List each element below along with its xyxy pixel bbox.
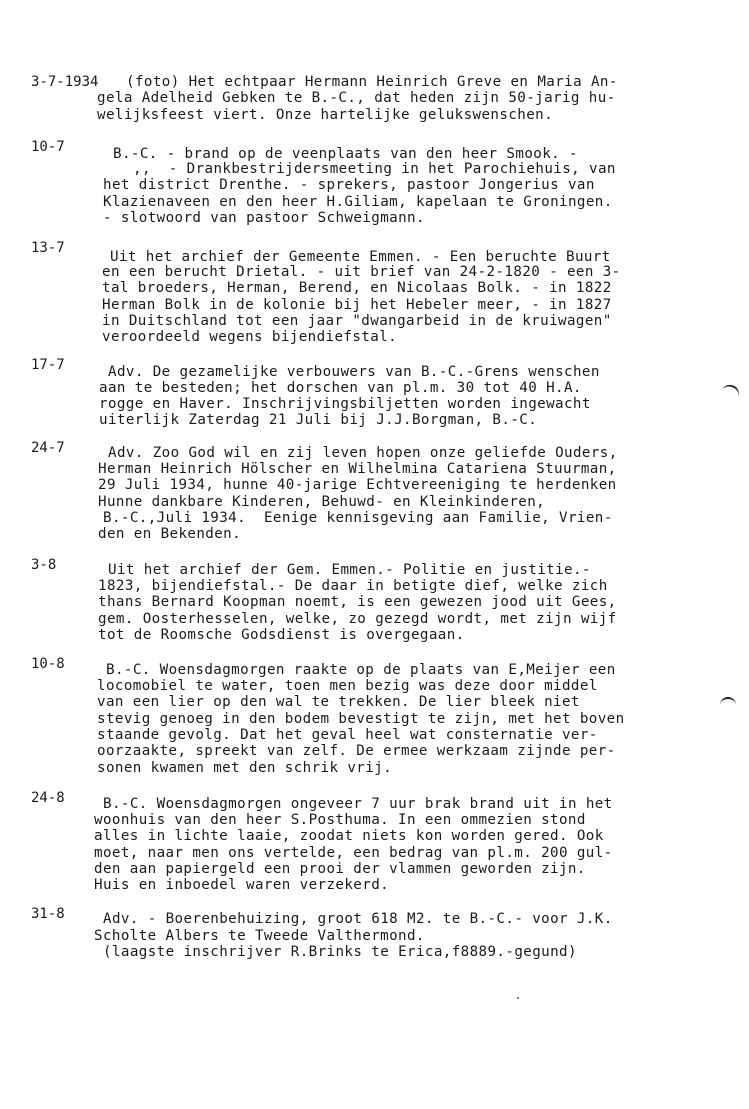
- entry-line: uiterlijk Zaterdag 21 Juli bij J.J.Borgman, B.-C.: [99, 412, 538, 428]
- entry-line: ,, - Drankbestrijdersmeeting in het Parochiehuis, van: [133, 161, 616, 177]
- entry-line: Uit het archief der Gem. Emmen.- Politie en justitie.-: [108, 562, 591, 578]
- entry-date: 3-7-1934: [31, 74, 99, 90]
- entry-line: den en Bekenden.: [98, 526, 242, 542]
- entry-date: 24-7: [31, 440, 65, 456]
- entry-line: Uit het archief der Gemeente Emmen. - Een beruchte Buurt: [110, 249, 611, 265]
- entry-line: locomobiel te water, toen men bezig was deze door middel: [97, 678, 598, 694]
- entry-date: 10-7: [31, 139, 65, 155]
- entry-line: woonhuis van den heer S.Posthuma. In een ommezien stond: [94, 812, 586, 828]
- entry-line: Adv. - Boerenbehuizing, groot 618 M2. te B.-C.- voor J.K.: [103, 911, 613, 927]
- entry-line: het district Drenthe. - sprekers, pastoor Jongerius van: [103, 177, 595, 193]
- entry-date: 13-7: [31, 240, 65, 256]
- entry-line: Klazienaveen en den heer H.Giliam, kapelaan te Groningen.: [103, 194, 613, 210]
- entry-line: 1823, bijendiefstal.- De daar in betigte dief, welke zich: [98, 578, 608, 594]
- entry-date: 17-7: [31, 357, 65, 373]
- entry-line: aan te besteden; het dorschen van pl.m. 30 tot 40 H.A.: [99, 380, 582, 396]
- entry-date: 3-8: [31, 557, 57, 573]
- margin-mark: [720, 697, 736, 709]
- entry-line: Adv. De gezamelijke verbouwers van B.-C.-Grens wenschen: [108, 364, 600, 380]
- scan-speck: [517, 997, 519, 999]
- entry-line: Herman Bolk in de kolonie bij het Hebeler meer, - in 1827: [102, 297, 612, 313]
- entry-line: moet, naar men ons vertelde, een bedrag van pl.m. 200 gul-: [94, 845, 613, 861]
- entry-line: B.-C.,Juli 1934. Eenige kennisgeving aan Familie, Vrien-: [103, 510, 613, 526]
- entry-line: Hunne dankbare Kinderen, Behuwd- en Kleinkinderen,: [98, 494, 546, 510]
- entry-line: B.-C. Woensdagmorgen ongeveer 7 uur brak brand uit in het: [103, 796, 613, 812]
- entry-line: thans Bernard Koopman noemt, is een gewezen jood uit Gees,: [98, 594, 617, 610]
- margin-mark: [720, 382, 741, 399]
- entry-line: stevig genoeg in den bodem bevestigt te zijn, met het boven: [97, 711, 625, 727]
- entry-line: tal broeders, Herman, Berend, en Nicolaas Bolk. - in 1822: [102, 280, 612, 296]
- entry-line: B.-C. - brand op de veenplaats van den heer Smook. -: [113, 146, 578, 162]
- entry-date: 24-8: [31, 790, 65, 806]
- entry-line: gela Adelheid Gebken te B.-C., dat heden zijn 50-jarig hu-: [97, 90, 616, 106]
- entry-line: sonen kwamen met den schrik vrij.: [97, 760, 393, 776]
- entry-line: den aan papiergeld een prooi der vlammen geworden zijn.: [94, 861, 586, 877]
- entry-line: (foto) Het echtpaar Hermann Heinrich Greve en Maria An-: [126, 74, 618, 90]
- entry-line: oorzaakte, spreekt van zelf. De ermee werkzaam zijnde per-: [97, 743, 616, 759]
- entry-line: - slotwoord van pastoor Schweigmann.: [103, 210, 425, 226]
- entry-line: en een berucht Drietal. - uit brief van 24-2-1820 - een 3-: [102, 264, 621, 280]
- entry-line: (laagste inschrijver R.Brinks te Erica,f8889.-gegund): [103, 944, 577, 960]
- entry-line: Huis en inboedel waren verzekerd.: [94, 877, 390, 893]
- entry-line: van een lier op den wal te trekken. De lier bleek niet: [97, 694, 580, 710]
- entry-line: welijksfeest viert. Onze hartelijke gelukswenschen.: [97, 107, 554, 123]
- entry-line: B.-C. Woensdagmorgen raakte op de plaats van E,Meijer een: [106, 662, 616, 678]
- entry-line: in Duitschland tot een jaar "dwangarbeid in de kruiwagen": [102, 313, 612, 329]
- entry-line: staande gevolg. Dat het geval heel wat consternatie ver-: [97, 727, 598, 743]
- entry-line: 29 Juli 1934, hunne 40-jarige Echtvereeniging te herdenken: [98, 477, 617, 493]
- entry-line: rogge en Haver. Inschrijvingsbiljetten worden ingewacht: [99, 396, 591, 412]
- entry-line: Adv. Zoo God wil en zij leven hopen onze geliefde Ouders,: [108, 445, 618, 461]
- entry-line: veroordeeld wegens bijendiefstal.: [102, 329, 398, 345]
- entry-line: Scholte Albers te Tweede Valthermond.: [94, 928, 425, 944]
- entry-line: gem. Oosterhesselen, welke, zo gezegd wordt, met zijn wijf: [98, 611, 617, 627]
- entry-date: 31-8: [31, 906, 65, 922]
- entry-date: 10-8: [31, 656, 65, 672]
- entry-line: Herman Heinrich Hölscher en Wilhelmina Catariena Stuurman,: [98, 461, 617, 477]
- entry-line: alles in lichte laaie, zoodat niets kon worden gered. Ook: [94, 828, 604, 844]
- entry-line: tot de Roomsche Godsdienst is overgegaan.: [98, 627, 465, 643]
